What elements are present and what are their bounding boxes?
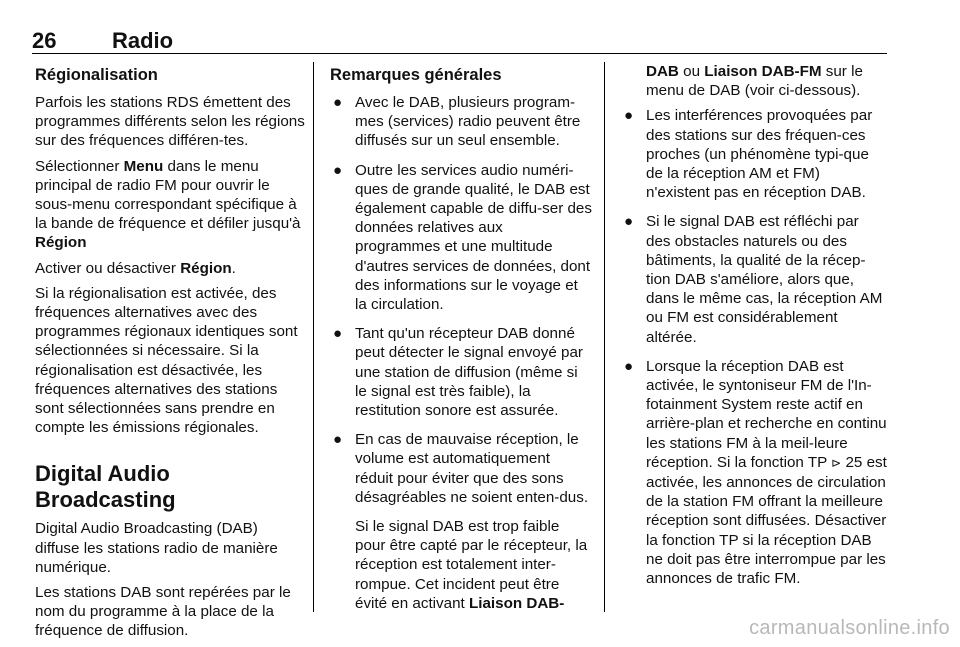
text: dans le menu principal de radio FM pour ouvrir le sous-menu correspondant spécifique à la bande de fréquence et défiler jusqu'à (35, 157, 301, 233)
section-heading-dab: Digital Audio Broadcasting (35, 461, 176, 513)
dab-link-label: Liaison DAB- (468, 594, 565, 612)
list-item (330, 324, 592, 420)
bullet-list (330, 93, 592, 507)
list-item (621, 357, 887, 588)
paragraph: Digital Audio Broadcasting (DAB) diffuse les stations radio de manière numérique. (35, 520, 278, 576)
list-item-text: En cas de mauvaise réception, le volume est automatiquement réduit pour éviter que des sons désagréables ne soient enten-dus. (355, 431, 589, 506)
list-item-text: Avec le DAB, plusieurs program-mes (services) radio peuvent être diffusés sur un seul ensemble. (355, 94, 581, 150)
paragraph: Parfois les stations RDS émettent des programmes différents selon les régions sur des fréquences différen-tes. (35, 94, 305, 150)
section-heading-regionalisation: Régionalisation (35, 66, 158, 84)
region-label: Région (35, 234, 87, 252)
paragraph (330, 517, 592, 613)
column-divider (604, 62, 605, 612)
bullet-icon: ● (624, 107, 634, 125)
bullet-icon: ● (333, 94, 343, 111)
text: ou (678, 63, 705, 80)
list-item-text: Les interférences provoquées par des stations sur des fréquen-ces proches (un phénomène typi-que de la réception AM et FM) n'existent pas en réception DAB. (646, 107, 873, 202)
bullet-icon: ● (333, 431, 343, 449)
watermark: carmanualsonline.info (749, 617, 950, 639)
column-left (35, 62, 305, 647)
list-item (621, 212, 887, 346)
text: Activer ou désactiver (35, 259, 181, 277)
list-item (330, 430, 592, 507)
dab-link-label: DAB (646, 63, 679, 80)
list-item-text: Si le signal DAB est réfléchi par des obstacles naturels ou des bâtiments, la qualité de la récep-tion DAB s'améliore, alors que, dans le même cas, la réception AM ou FM est considérablement altérée. (646, 213, 883, 346)
bullet-list (621, 106, 887, 588)
page-number: 26 (32, 28, 57, 53)
paragraph (35, 259, 305, 278)
bullet-icon: ● (333, 161, 343, 179)
region-label: Région (180, 259, 232, 277)
bullet-icon: ● (624, 213, 634, 231)
list-item-text: Lorsque la réception DAB est activée, le syntoniseur FM de l'In-fotainment System reste actif en arrière-plan et recherche en continu les stations FM à la meil-leure réception. Si la fonction TP (646, 357, 887, 471)
paragraph: Si la régionalisation est activée, des fréquences alternatives avec des programmes régionaux identiques sont sélectionnées si nécessaire. Si la régionalisation est désactivée, les fréquences alternatives des stations sont sélectionnées sans prendre en compte les émissions régionales. (35, 284, 298, 437)
list-item-text: 25 est activée, les annonces de circulation de la station FM offrant la meilleure réception sont diffusées. Désactiver la fonction TP si la réception DAB ne doit pas être interrompue par les annonces de trafic FM. (646, 453, 887, 588)
text: Sélectionner (35, 157, 124, 175)
column-middle (330, 62, 592, 619)
list-item (330, 93, 592, 151)
paragraph (35, 157, 305, 253)
paragraph: Les stations DAB sont repérées par le nom du programme à la place de la fréquence de diffusion. (35, 584, 291, 640)
chapter-title: Radio (112, 28, 174, 53)
section-heading-remarques: Remarques générales (330, 66, 502, 84)
page-reference-arrow-icon: ⊳ (831, 455, 842, 470)
list-item-text: Outre les services audio numéri-ques de grande qualité, le DAB est également capable de diffu-ser des données relatives aux programmes et une multitude d'autres services de données, dont des informations sur le voyage et la circulation. (355, 161, 592, 314)
column-right (621, 62, 887, 598)
paragraph (621, 62, 887, 100)
dab-fm-link-label: Liaison DAB-FM (704, 63, 822, 80)
list-item-text: Tant qu'un récepteur DAB donné peut détecter le signal envoyé par une station de diffusion (même si le signal est très faible), la restitution sonore est assurée. (355, 325, 583, 420)
menu-label: Menu (123, 157, 164, 175)
column-divider (313, 62, 314, 612)
list-item (330, 161, 592, 315)
bullet-icon: ● (333, 325, 343, 343)
list-item (621, 106, 887, 202)
text: Si le signal DAB est trop faible pour être capté par le récepteur, la réception est totalement inter-rompue. Cet incident peut être évité en activant (355, 518, 588, 612)
header-rule (32, 53, 887, 54)
text: sur le menu de DAB (voir ci-dessous). (646, 63, 863, 100)
page-header (32, 28, 887, 54)
text: . (231, 259, 236, 277)
bullet-icon: ● (624, 357, 634, 375)
